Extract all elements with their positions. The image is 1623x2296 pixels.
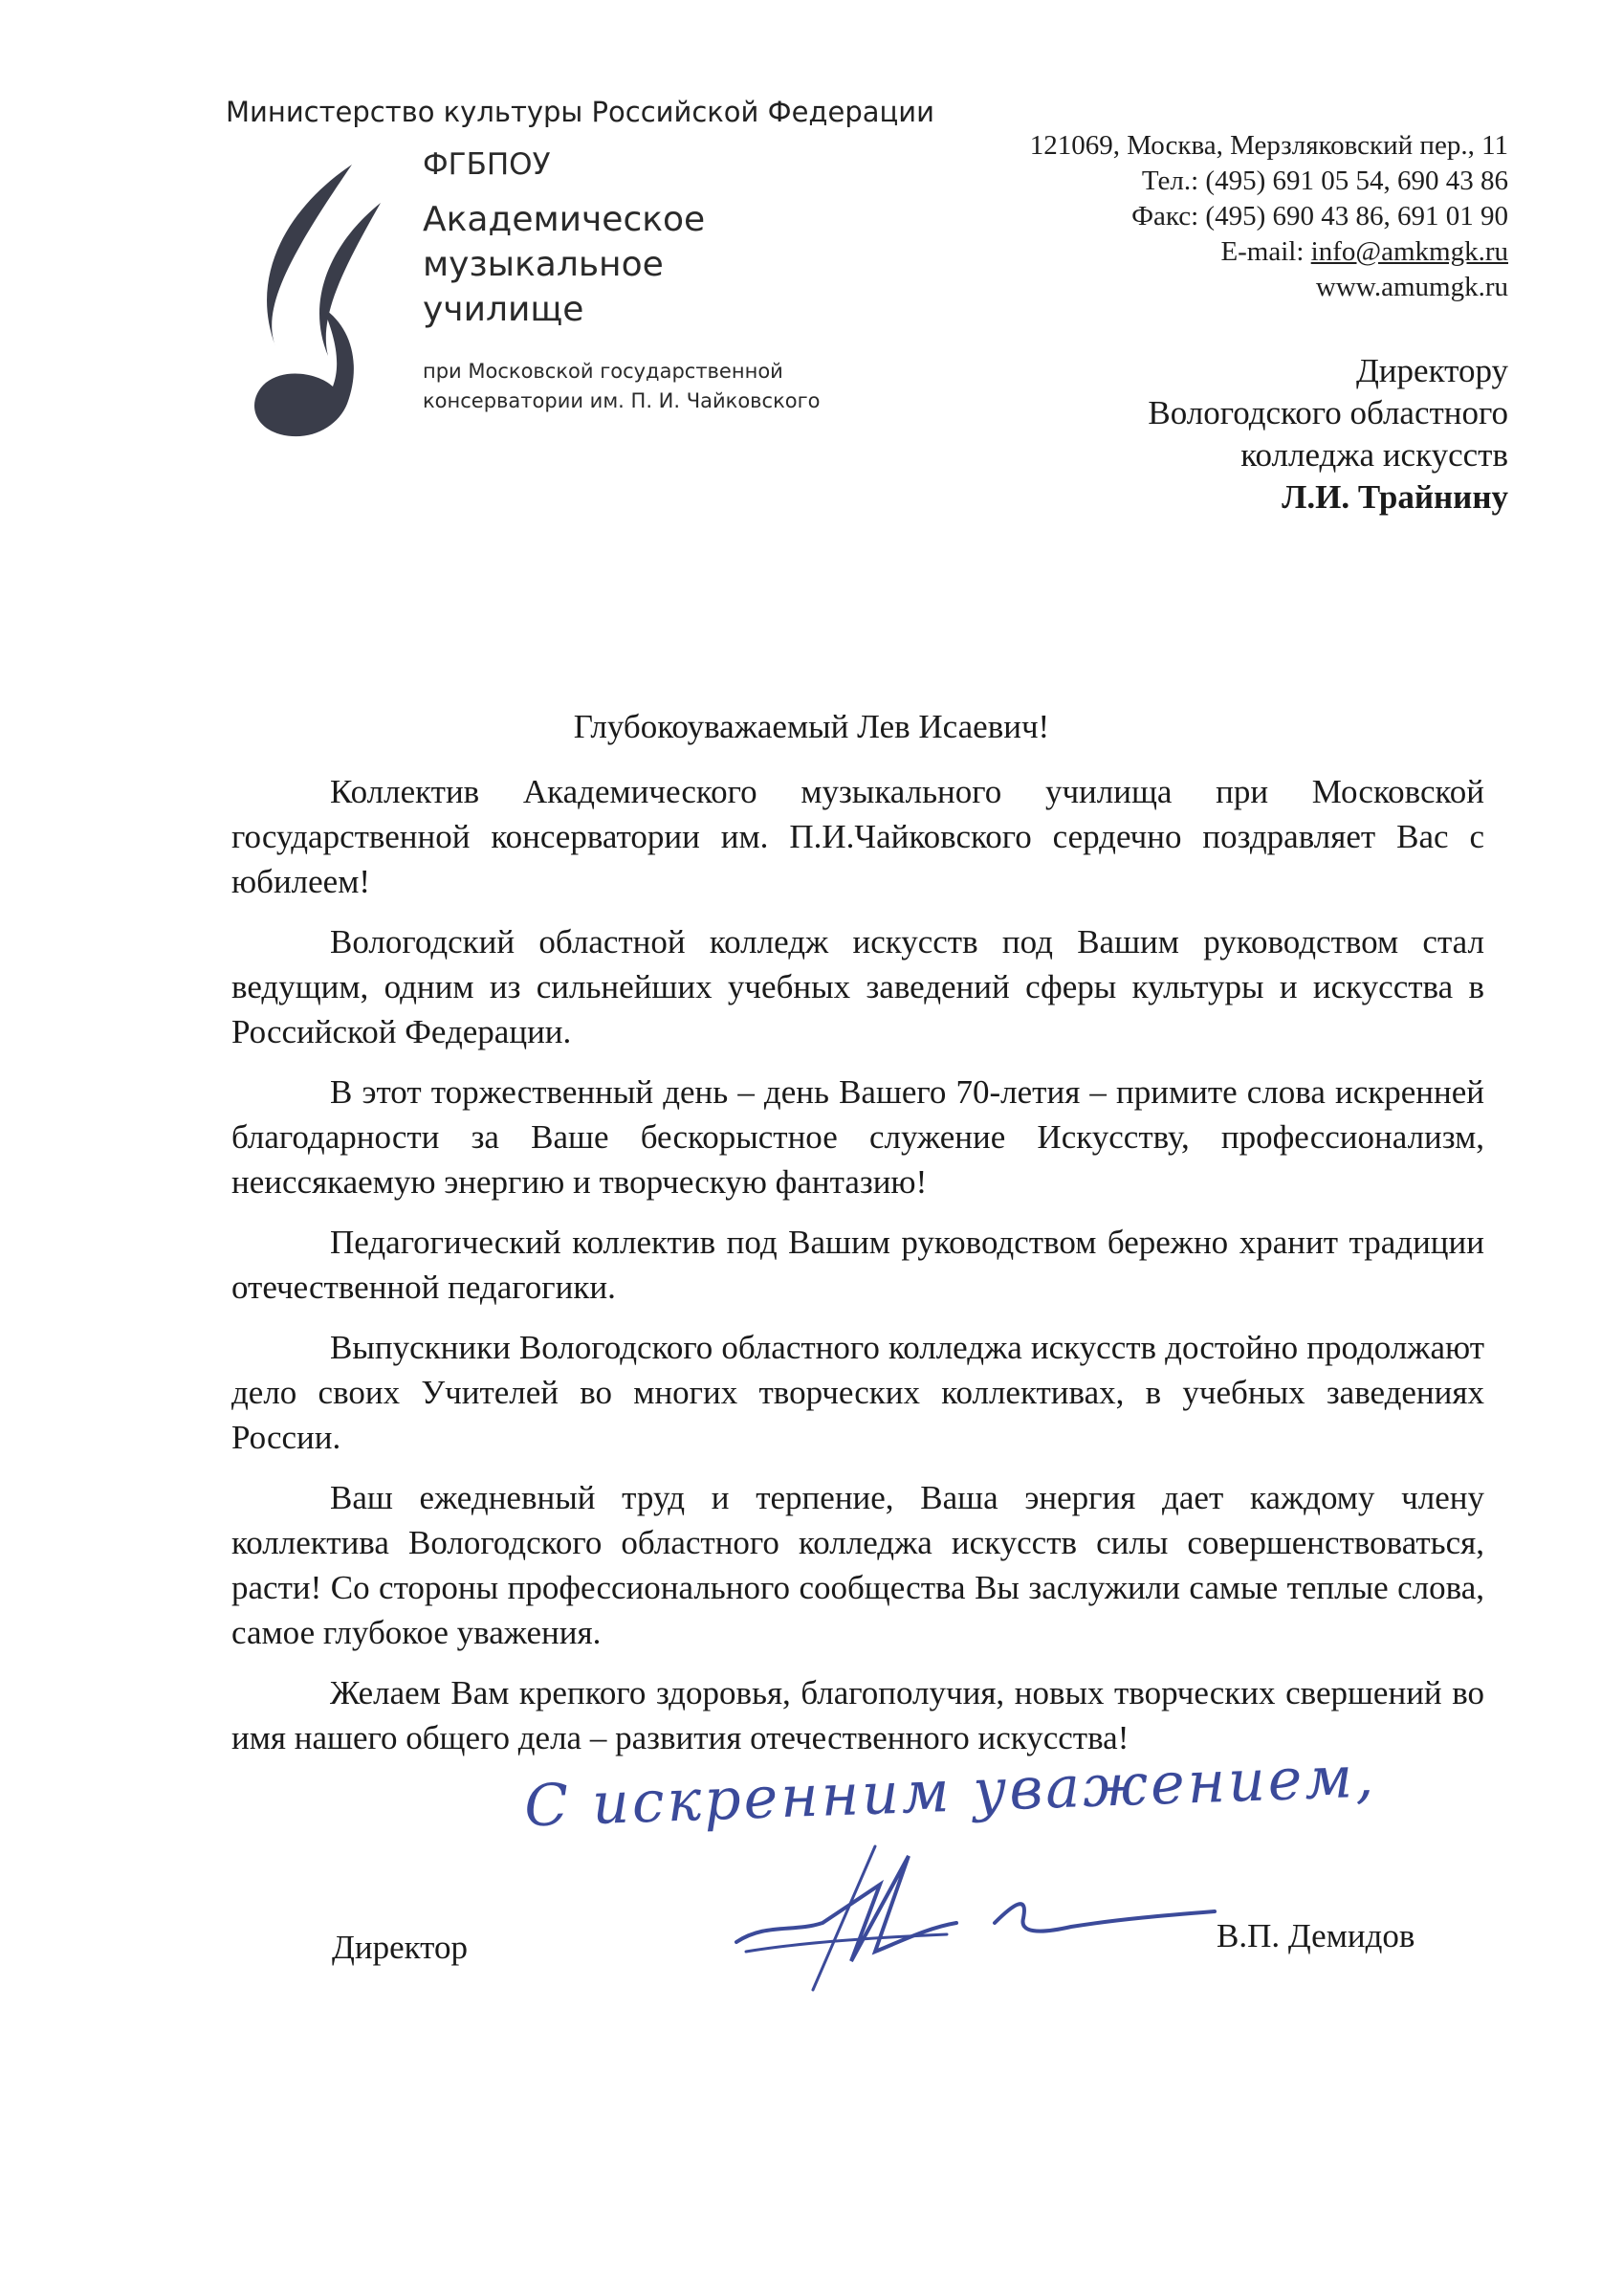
addressee-block xyxy=(1148,350,1508,519)
body-paragraph: Вологодский областной колледж искусств под Вашим руководством стал ведущим, одним из сильнейших учебных заведений сферы культуры и искусства в Российской Федерации. xyxy=(231,923,1484,1050)
body-paragraph: Ваш ежедневный труд и терпение, Ваша энергия дает каждому члену коллектива Вологодского областного колледжа искусств силы совершенствоваться, расти! Со стороны профессионального сообщества Вы заслужили самые теплые слова, самое глубокое уважения. xyxy=(231,1479,1484,1651)
org-name-line: Академическое xyxy=(423,200,706,239)
addressee-name: Л.И. Трайнину xyxy=(1282,478,1508,516)
body-paragraph: Коллектив Академического музыкального училища при Московской государственной консерватории им. П.И.Чайковского сердечно поздравляет Вас с юбилеем! xyxy=(231,773,1484,900)
addressee-line: Директору xyxy=(1355,352,1508,389)
letter-body xyxy=(231,769,1484,1776)
addressee-line: колледжа искусств xyxy=(1240,436,1508,474)
signature-icon xyxy=(708,1827,1243,1999)
email-link[interactable]: info@amkmgk.ru xyxy=(1310,236,1508,267)
org-affiliation-line: при Московской государственной xyxy=(423,360,783,383)
email-line xyxy=(1030,234,1508,270)
org-affiliation xyxy=(423,357,821,416)
body-paragraph: Педагогический коллектив под Вашим руководством бережно хранит традиции отечественной педагогики. xyxy=(231,1224,1484,1306)
org-name-line: училище xyxy=(423,290,584,329)
contact-block xyxy=(1030,128,1508,305)
org-name-line: музыкальное xyxy=(423,245,664,284)
salutation: Глубокоуважаемый Лев Исаевич! xyxy=(573,708,1050,745)
ministry-name: Министерство культуры Российской Федерации xyxy=(226,96,934,128)
signatory-role: Директор xyxy=(332,1929,469,1966)
website-link[interactable]: www.amumgk.ru xyxy=(1315,272,1508,302)
fax-numbers: Факс: (495) 690 43 86, 691 01 90 xyxy=(1131,201,1508,232)
email-label: E-mail: xyxy=(1220,236,1311,267)
org-affiliation-line: консерватории им. П. И. Чайковского xyxy=(423,389,821,412)
handwritten-closing: С искренним уважением, xyxy=(523,1743,1378,1841)
org-abbreviation: ФГБПОУ xyxy=(423,147,551,182)
body-paragraph: В этот торжественный день – день Вашего 70-летия – примите слова искренней благодарности за Ваше бескорыстное служение Искусству, профессионализм, неиссякаемую энергию и творческую фантазию! xyxy=(231,1073,1484,1201)
signatory-name: В.П. Демидов xyxy=(1217,1917,1415,1954)
postal-address: 121069, Москва, Мерзляковский пер., 11 xyxy=(1029,130,1508,161)
phone-numbers: Тел.: (495) 691 05 54, 690 43 86 xyxy=(1141,166,1508,196)
addressee-line: Вологодского областного xyxy=(1148,394,1508,431)
org-name xyxy=(423,197,821,332)
body-paragraph: Выпускники Вологодского областного колледжа искусств достойно продолжают дело своих Учителей во многих творческих коллективах, в учебных заведениях России. xyxy=(231,1329,1484,1456)
body-paragraph: Желаем Вам крепкого здоровья, благополучия, новых творческих свершений во имя нашего общего дела – развития отечественного искусства! xyxy=(231,1674,1484,1756)
music-note-logo-icon xyxy=(237,165,390,442)
organization-block xyxy=(423,145,821,416)
